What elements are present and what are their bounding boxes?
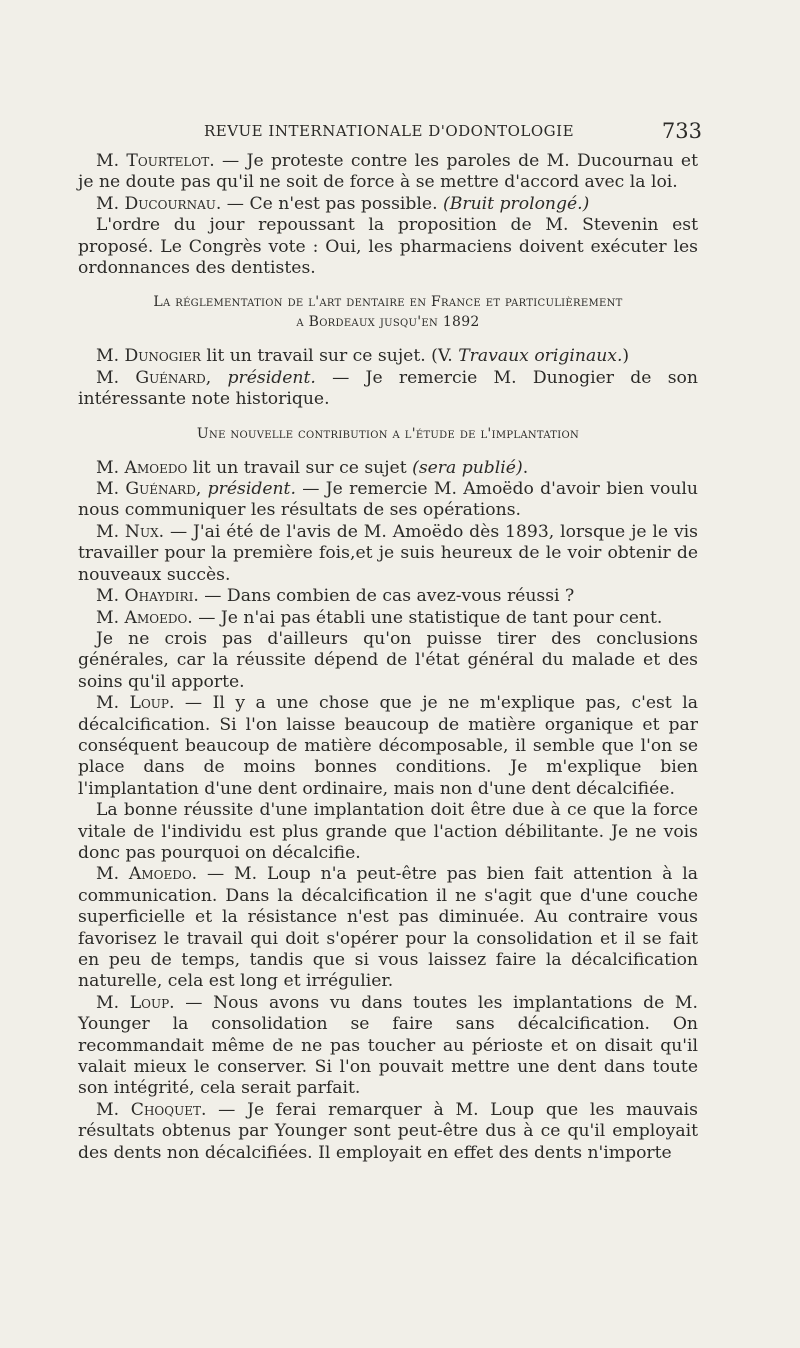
italic-text: Travaux originaux.: [458, 346, 623, 367]
paragraph: [78, 458, 698, 479]
speaker-name: M. Guénard,: [96, 479, 208, 500]
paragraph-text: — Je ferai remarquer à M. Loup que les mauvais résultats obtenus par Younger sont peut-être dus à ce qu'il employait des dents non décalcifiées. Il employait en effet des dents n'importe: [78, 1099, 698, 1163]
section-heading-line: a Bordeaux jusqu'en 1892: [296, 314, 480, 331]
paragraph-text: — Je remercie M. Dunogier de son intéressante note historique.: [78, 367, 698, 410]
stage-direction: (Bruit prolongé.): [443, 193, 590, 214]
paragraph: [78, 215, 698, 279]
paragraph: [78, 368, 698, 411]
paragraph-text: — Je proteste contre les paroles de M. Ducournau et je ne doute pas qu'il ne soit de force à se mettre d'accord avec la loi.: [78, 151, 698, 193]
section-heading-line: La réglementation de l'art dentaire en France et particulièrement: [153, 294, 623, 311]
paragraph: [78, 693, 698, 800]
paragraph: [78, 1100, 698, 1164]
paragraph-text: — Dans combien de cas avez-vous réussi ?: [198, 586, 575, 607]
paragraph-text: .: [522, 457, 529, 478]
paragraph: [78, 151, 698, 194]
page-number: 733: [661, 119, 702, 143]
paragraph-text: — J'ai été de l'avis de M. Amoëdo dès 1893, lorsque je le vis travailler pour la première fois,et je suis heureux de le voir obtenir de nouveaux succès.: [78, 521, 698, 585]
speaker-name: M. Nux.: [96, 521, 165, 542]
speaker-name: M. Loup.: [96, 693, 175, 714]
speaker-role: président.: [227, 367, 316, 388]
paragraph-text: — Je remercie M. Amoëdo d'avoir bien voulu nous communiquer les résultats de ses opérations.: [78, 479, 698, 521]
paragraph: [78, 864, 698, 992]
speaker-name: M. Ohaydiri.: [96, 586, 199, 607]
speaker-name: M. Amoedo.: [96, 607, 193, 628]
paragraph: [78, 194, 698, 215]
paragraph: [78, 608, 698, 629]
section-heading-line: Une nouvelle contribution a l'étude de l'implantation: [196, 425, 580, 442]
paragraph: [78, 522, 698, 586]
paragraph-text: — Il y a une chose que je ne m'explique pas, c'est la décalcification. Si l'on laisse beaucoup de matière organique et par conséquent beaucoup de matière décomposable, il semble que l'on se place dans de moins bonnes conditions. Je m'explique bien l'implantation d'une dent ordinaire, mais non d'une dent décalcifiée.: [78, 693, 698, 799]
paragraph: [78, 993, 698, 1100]
speaker-name: M. Tourtelot.: [96, 151, 215, 171]
italic-text: (sera publié): [412, 457, 523, 478]
speaker-name: M. Loup.: [96, 992, 175, 1013]
paragraph: [78, 800, 698, 864]
paragraph-text: — Ce n'est pas possible.: [221, 193, 444, 214]
paragraph-text: — Je n'ai pas établi une statistique de tant pour cent.: [192, 607, 663, 628]
speaker-name: M. Choquet.: [96, 1099, 207, 1120]
speaker-name: M. Ducournau.: [96, 193, 222, 214]
paragraph: [78, 586, 698, 607]
paragraph-text: lit un travail sur ce sujet: [187, 457, 413, 478]
paragraph: [78, 479, 698, 522]
section-heading: [78, 292, 698, 332]
section-heading: [78, 424, 698, 444]
speaker-name: M. Amoedo.: [96, 864, 198, 885]
speaker-name: M. Dunogier: [96, 346, 201, 367]
paragraph: [78, 629, 698, 693]
paragraph-text: L'ordre du jour repoussant la proposition de M. Stevenin est proposé. Le Congrès vote : Oui, les pharmaciens doivent exécuter les ordonnances des dentistes.: [78, 215, 698, 279]
speaker-role: président.: [207, 479, 296, 500]
paragraph-text: Je ne crois pas d'ailleurs qu'on puisse tirer des conclusions générales, car la réussite dépend de l'état général du malade et des soins qu'il apporte.: [78, 628, 698, 692]
paragraph-text: lit un travail sur ce sujet. (V.: [200, 346, 459, 367]
paragraph-text: La bonne réussite d'une implantation doit être due à ce que la force vitale de l'individu est plus grande que l'action débilitante. Je ne vois donc pas pourquoi on décalcifie.: [78, 800, 698, 863]
speaker-name: M. Amoedo: [96, 457, 188, 478]
page-body: [78, 151, 698, 1164]
speaker-name: M. Guénard,: [96, 367, 228, 388]
paragraph-text: ): [622, 346, 630, 367]
paragraph-text: — Nous avons vu dans toutes les implantations de M. Younger la consolidation se faire sans décalcification. On recommandait même de ne pas toucher au périoste et on disait qu'il valait mieux le conserver. Si l'on pouvait mettre une dent dans toute son intégrité, cela serait parfait.: [78, 992, 698, 1099]
page-header: [76, 118, 702, 144]
paragraph-text: — M. Loup n'a peut-être pas bien fait attention à la communication. Dans la décalcification il ne s'agit que d'une couche superficielle et la résistance n'est pas diminuée. Au contraire vous favorisez le travail qui doit s'opérer pour la consolidation et il se fait en peu de temps, tandis que si vous laissez faire la décalcification naturelle, cela est long et irrégulier.: [78, 864, 698, 992]
paragraph: [78, 346, 698, 367]
running-title: REVUE INTERNATIONALE D'ODONTOLOGIE: [203, 122, 575, 140]
